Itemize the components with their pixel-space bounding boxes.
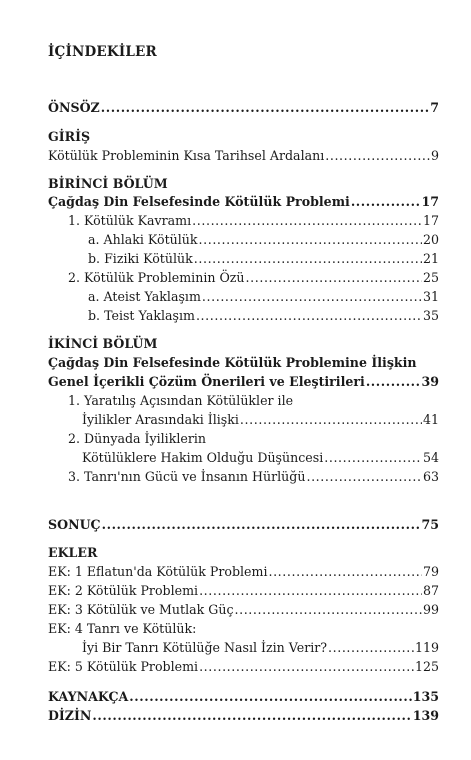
leader-dots <box>129 688 411 706</box>
leader-dots <box>199 582 422 600</box>
toc-entry <box>68 212 439 230</box>
entry-title: İyilikler Arasındaki İlişki <box>82 412 239 427</box>
entry-title: EK: 3 Kötülük ve Mutlak Güç <box>48 602 234 617</box>
entry-title: EK: 2 Kötülük Problemi <box>48 583 199 598</box>
entry-title: 3. Tanrı'nın Gücü ve İnsanın Hürlüğü <box>68 469 306 484</box>
toc-entry-title-line: EK: 4 Tanrı ve Kötülük: <box>48 621 197 636</box>
toc-entry <box>68 269 439 287</box>
entry-title: SONUÇ <box>48 517 101 532</box>
entry-page: 39 <box>421 374 439 389</box>
leader-dots <box>199 658 414 676</box>
section-heading-birinci-bolum: BİRİNCİ BÖLÜM <box>48 176 168 191</box>
entry-page: 99 <box>422 602 439 617</box>
entry-page: 54 <box>422 450 439 465</box>
entry-page: 125 <box>414 659 439 674</box>
leader-dots <box>240 411 422 429</box>
toc-entry <box>48 582 439 600</box>
leader-dots <box>324 449 422 467</box>
entry-page: 31 <box>422 289 439 304</box>
toc-entry <box>48 147 439 165</box>
entry-title: DİZİN <box>48 708 92 723</box>
leader-dots <box>351 193 421 211</box>
entry-page: 21 <box>422 251 439 266</box>
toc-entry <box>68 468 439 486</box>
leader-dots <box>325 147 430 165</box>
leader-dots <box>235 601 422 619</box>
toc-entry-sonuc <box>48 516 439 534</box>
entry-title: İyi Bir Tanrı Kötülüğe Nasıl İzin Verir? <box>82 640 328 655</box>
section-heading-giris: GİRİŞ <box>48 129 91 144</box>
entry-page: 17 <box>422 213 439 228</box>
entry-page: 17 <box>421 194 439 209</box>
entry-title: Kötülük Probleminin Kısa Tarihsel Ardalanı <box>48 148 325 163</box>
toc-entry <box>48 563 439 581</box>
entry-title: EK: 5 Kötülük Problemi <box>48 659 199 674</box>
leader-dots <box>328 639 414 657</box>
leader-dots <box>199 231 422 249</box>
entry-title: Genel İçerikli Çözüm Önerileri ve Eleştirileri <box>48 374 365 389</box>
toc-entry <box>48 373 439 391</box>
entry-page: 75 <box>421 517 439 532</box>
toc-entry <box>88 288 439 306</box>
entry-page: 7 <box>430 100 439 115</box>
toc-heading: İÇİNDEKİLER <box>48 44 157 60</box>
toc-entry-title-line: Çağdaş Din Felsefesinde Kötülük Problemine İlişkin <box>48 355 417 370</box>
entry-title: 1. Kötülük Kavramı <box>68 213 192 228</box>
leader-dots <box>92 707 411 725</box>
leader-dots <box>192 212 422 230</box>
toc-entry-title-line: 1. Yaratılış Açısından Kötülükler ile <box>68 393 294 408</box>
toc-entry <box>82 411 439 429</box>
toc-entry-title-line: 2. Dünyada İyiliklerin <box>68 431 206 446</box>
entry-title: ÖNSÖZ <box>48 100 100 115</box>
toc-entry-kaynakca <box>48 688 439 706</box>
entry-page: 139 <box>412 708 439 723</box>
entry-page: 41 <box>422 412 439 427</box>
leader-dots <box>366 373 421 391</box>
toc-entry <box>48 658 439 676</box>
toc-entry-onsoz <box>48 99 439 117</box>
leader-dots <box>202 288 422 306</box>
leader-dots <box>306 468 422 486</box>
leader-dots <box>101 99 429 117</box>
toc-entry <box>88 231 439 249</box>
toc-entry <box>82 449 439 467</box>
entry-page: 25 <box>422 270 439 285</box>
toc-entry <box>88 307 439 325</box>
leader-dots <box>102 516 421 534</box>
leader-dots <box>194 250 422 268</box>
toc-entry <box>88 250 439 268</box>
entry-title: 2. Kötülük Probleminin Özü <box>68 270 245 285</box>
entry-title: KAYNAKÇA <box>48 689 129 704</box>
entry-title: EK: 1 Eflatun'da Kötülük Problemi <box>48 564 268 579</box>
toc-entry <box>48 601 439 619</box>
entry-page: 87 <box>422 583 439 598</box>
entry-title: Çağdaş Din Felsefesinde Kötülük Problemi <box>48 194 350 209</box>
leader-dots <box>246 269 422 287</box>
entry-page: 9 <box>430 148 439 163</box>
toc-entry <box>82 639 439 657</box>
entry-page: 135 <box>412 689 439 704</box>
toc-entry-dizin <box>48 707 439 725</box>
entry-title: a. Ahlaki Kötülük <box>88 232 198 247</box>
entry-page: 35 <box>422 308 439 323</box>
entry-page: 63 <box>422 469 439 484</box>
entry-title: Kötülüklere Hakim Olduğu Düşüncesi <box>82 450 324 465</box>
section-heading-ikinci-bolum: İKİNCİ BÖLÜM <box>48 336 158 351</box>
entry-page: 20 <box>422 232 439 247</box>
leader-dots <box>196 307 422 325</box>
toc-entry <box>48 193 439 211</box>
entry-title: b. Teist Yaklaşım <box>88 308 195 323</box>
leader-dots <box>268 563 422 581</box>
entry-title: a. Ateist Yaklaşım <box>88 289 201 304</box>
entry-page: 119 <box>414 640 439 655</box>
entry-page: 79 <box>422 564 439 579</box>
section-heading-ekler: EKLER <box>48 545 98 560</box>
entry-title: b. Fiziki Kötülük <box>88 251 193 266</box>
